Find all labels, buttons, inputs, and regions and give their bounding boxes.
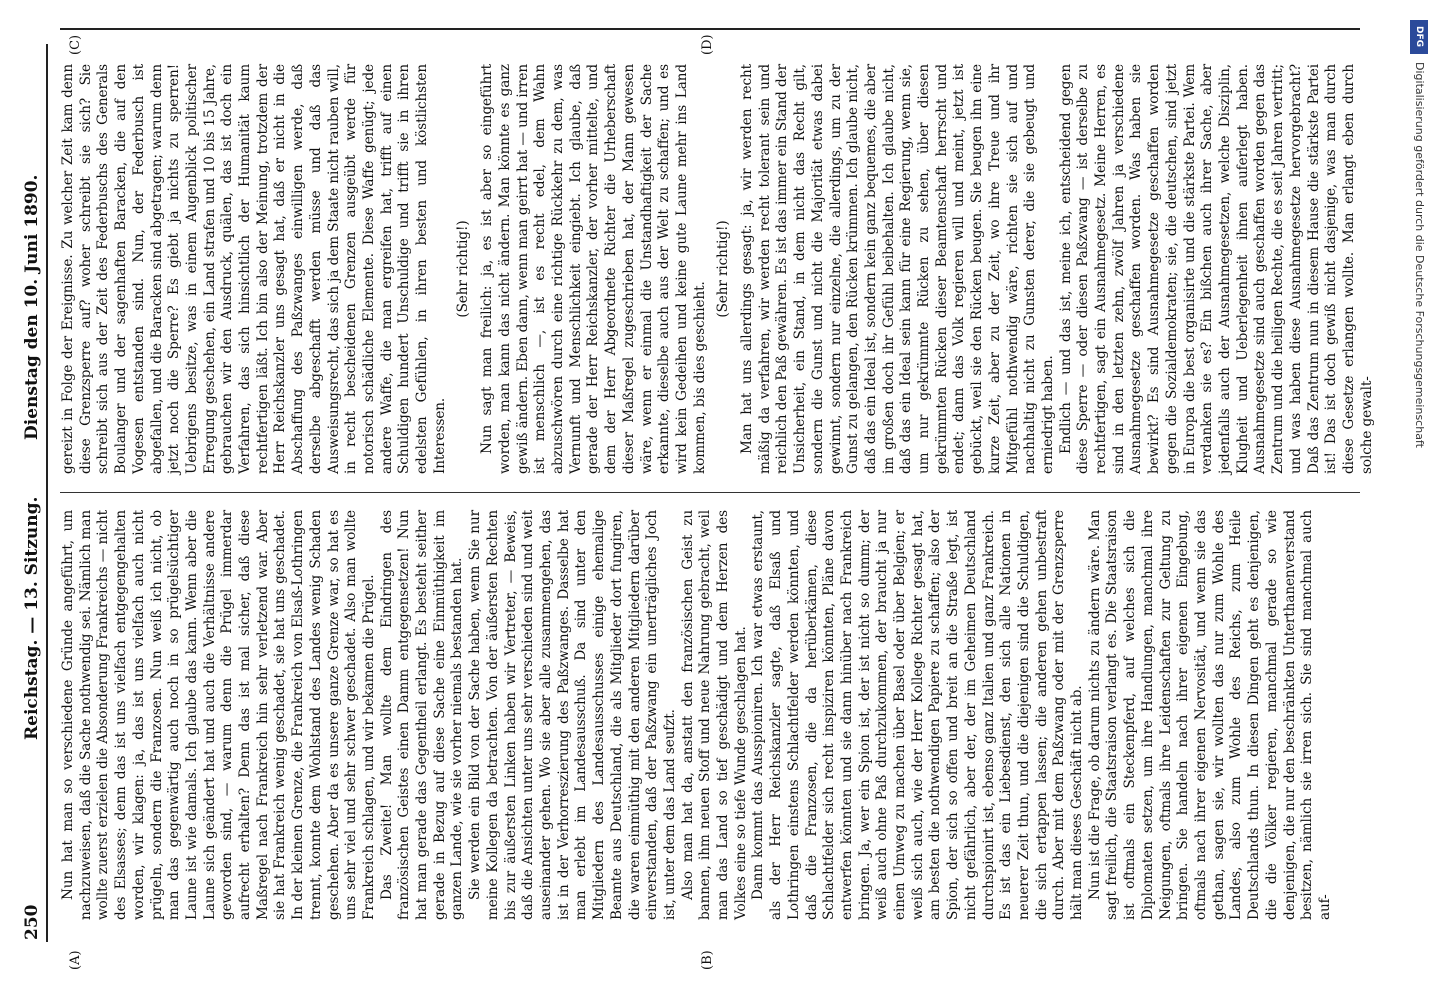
- left-column: [60, 510, 1370, 920]
- paragraph: Nun ist die Frage, ob darum nichts zu ändern wäre. Man sagt freilich, die Staatsraison verlangt es. Die Staatsraison ist oftmals ein Steckenpferd, auf welches sich die Diplomaten setzen, um ihre Handlungen, manchmal ihre Neigungen, oftmals ihre Leidenschaften zur Geltung zu bringen. Sie handeln nach ihrer eigenen Eingebung, oftmals nach ihrer eigenen Nervosität, und wenn sie das gethan, sagen sie, wir wollten das nur zum Wohle des Landes, also zum Wohle des Reichs, zum Heile Deutschlands thun. In diesen Dingen geht es denjenigen, die die Völker regieren, manchmal gerade so wie denjenigen, die nur den beschränkten Unterthanenverstand besitzen, nämlich sie irren sich. Sie sind manchmal auch auf-: [1086, 510, 1333, 920]
- margin-marker-b: (B): [700, 950, 715, 970]
- paragraph: Sie werden ein Bild von der Sache haben, wenn Sie nur meine Kollegen da betrachten. Von der äußersten Rechten bis zur äußersten Linken haben wir Vertreter, — Beweis, daß die Ansichten unter uns sehr verschieden sind und weit auseinander gehen. Wo sie aber alle zusammengehen, das ist in der Verhorreszierung des Paßzwanges. Dasselbe hat man erlebt im Landesausschuß. Da sind unter den Mitgliedern des Landesausschusses einige ehemalige Beamte aus Deutschland, die als Mitglieder dort fungiren, die waren einmüthig mit den anderen Mitgliedern darüber einverstanden, daß der Paßzwang ein unerträgliches Joch ist, unter dem das Land seufzt.: [467, 510, 678, 920]
- page-edge-rule: [60, 28, 1360, 30]
- digitization-credit-text: Digitalisierung gefördert durch die Deutsche Forschungsgemeinschaft: [1413, 62, 1426, 448]
- paragraph: gereizt in Folge der Ereignisse. Zu welcher Zeit kam denn diese Grenzsperre auf? woher schreibt sie sich? Sie schreibt sich aus der Zeit des Federbuschs des Generals Boulanger und der sagenhaften Baracken, die auf den Vogesen entstanden sind. Nun, der Federbusch ist abgefallen, und die Baracken sind abgetragen; warum denn jetzt noch die Sperre? Es giebt ja nichts zu sperren! Uebrigens besitze, was in einem Augenblick politischer Erregung geschehen, ein Land strafen und 10 bis 15 Jahre, gebrauchen wir den Ausdruck, quälen, das ist doch ein Verfahren, das sich hinsichtlich der Humanität kaum rechtfertigen läßt. Ich bin also der Meinung, trotzdem der Herr Reichskanzler uns gesagt hat, daß er nicht in die Abschaffung des Paßzwanges einwilligen werde, daß derselbe abgeschafft werden müsse und daß das Ausweisungsrecht, das sich ja dem Staate nicht rauben will, in recht bescheidenen Grenzen ausgeübt werde für notorisch schädliche Elemente. Diese Waffe genügt; jede andere Waffe, die man ergreifen hat, trifft auf einen Schuldigen hundert Unschuldige und trifft sie in ihren edelsten Gefühlen, in ihren besten und köstlichsten Interessen.: [60, 64, 448, 474]
- margin-marker-c: (C): [68, 34, 83, 55]
- column-divider: [60, 492, 1360, 493]
- page-number: 250: [22, 904, 42, 940]
- paragraph: Dann kommt das Ausspioniren. Ich war etwas erstaunt, als der Herr Reichskanzler sagte, daß Elsaß und Lothringen einstens Schlachtfelder werden könnten, und daß die Franzosen, die da herüberkämen, diese Schlachtfelder sich recht inspiziren könnten, Pläne davon entwerfen könnten und sie dann hinüber nach Frankreich bringen. Ja, wer ein Spion ist, der ist nicht so dumm; der weiß auch ohne Paß durchzukommen, der braucht ja nur einen Umweg zu machen über Basel oder über Belgien; er weiß sich auch, wie der Herr Kollege Richter gesagt hat, am besten die nothwendigen Papiere zu schaffen; also der Spion, der sich so offen und breit an die Straße legt, ist nicht gefährlich, aber der, der im Geheimen Deutschland durchspionirt ist, ebenso ganz Italien und ganz Frankreich. Es ist das ein Liebesdienst, den sich alle Nationen in neuerer Zeit thun, und die diejenigen sind die Schuldigen, die sich ertappen lassen; die anderen gehen unbestraft durch. Aber mit dem Paßzwang oder mit der Grenzsperre hält man dieses Geschäft nicht ab.: [750, 510, 1086, 920]
- paragraph: Man hat uns allerdings gesagt: ja, wir werden recht mäßig da verfahren, wir werden recht tolerant sein und reichlich den Paß gewähren. Es ist das immer ein Stand der Unsicherheit, ein Stand, in dem nicht das Recht gilt, sondern die Gunst und nicht die Majorität etwas dabei gewinnt, sondern nur einzelne, die allerdings, um zu der Gunst zu gelangen, den Rücken krümmen. Ich glaube nicht, daß das ein Ideal ist, sondern kein ganz bequemes, die aber im großen doch ihr Gefühl beibehalten. Ich glaube nicht, daß das ein Ideal sein kann für eine Regierung, wenn sie, um nur gekrümmte Rücken zu sehen, über diesen gekrümmten Rücken dieser Beamtenschaft herrscht und endet; dann das Volk regieren will und meint, jetzt ist gebückt, weil sie den Rücken beugen. Sie beugen ihn eine kurze Zeit, aber zu der Zeit, wo ihre Treue und ihr Mitgefühl nothwendig wäre, richten sie sich auf und nachhaltig nicht zu Gunsten derer, die sie gebeugt und erniedrigt haben.: [739, 64, 1056, 474]
- session-date: Dienstag den 10. Juni 1890.: [22, 174, 42, 440]
- digitization-credit: [1408, 18, 1430, 978]
- dfg-logo: DFG: [1410, 20, 1428, 54]
- interjection: (Sehr richtig!): [455, 220, 472, 318]
- header-rule: [46, 44, 48, 942]
- session-title: Reichstag. — 13. Sitzung.: [22, 496, 42, 740]
- paragraph: Nun hat man so verschiedene Gründe angeführt, um nachzuweisen, daß die Sache nothwendig sei. Nämlich man wollte zuerst erzielen die Absonderung Frankreichs — nicht des Elsasses; denn das ist uns vielfach entgegengehalten worden, wir klagen: ja, das ist uns vielfach auch nicht prügeln, sondern die Franzosen. Nun weiß ich nicht, ob man das gegenwärtig auch noch in so prügelsüchtiger Laune ist wie damals. Ich glaube das kann. Wenn aber die Laune sich geändert hat und auch die Verhältnisse andere geworden sind, — warum denn die Prügel immerdar aufrecht erhalten? Denn das ist mal sicher, daß diese Maßregel nach Frankreich hin sehr verletzend war. Aber sie hat Frankreich wenig geschadet, sie hat uns geschadet. In der kleinen Grenze, die Frankreich von Elsaß-Lothringen trennt, konnte dem Wohlstand des Landes wenig Schaden geschehen. Aber da es unsere ganze Grenze war, so hat es uns sehr viel und sehr schwer geschadet. Also man wollte Frankreich schlagen, und wir bekamen die Prügel.: [60, 510, 377, 920]
- margin-marker-a: (A): [68, 950, 83, 970]
- paragraph: Nun sagt man freilich: ja, es ist aber so eingeführt worden, man kann das nicht ändern. Man könnte es ganz gewiß ändern. Eben dann, wenn man geirrt hat — und irren ist menschlich —, ist es recht edel, dem Wahn abzuschwören durch eine richtige Rückkehr zu dem, was Vernunft und Menschlichkeit eingiebt. Ich glaube, daß gerade der Herr Reichskanzler, der vorher mittelte, und dem der Herr Abgeordnete Richter die Urheberschaft dieser Maßregel zugeschrieben hat, der Mann gewesen wäre, wenn er einmal die Unstandhaftigkeit der Sache erkannte, dieselbe auch aus der Welt zu schaffen; und es wird kein Gedeihen und keine gute Laune mehr ins Land kommen, bis dies geschieht.: [479, 64, 708, 474]
- paragraph: Das Zweite! Man wollte dem Eindringen des französischen Geistes einen Damm entgegensetzen! Nun hat man gerade das Gegentheil erlangt. Es besteht seither gerade in Bezug auf diese Sache eine Einmüthigkeit im ganzen Lande, wie sie vorher niemals bestanden hat.: [378, 510, 466, 920]
- dfg-credit-strip: [1408, 18, 1430, 978]
- margin-marker-d: (D): [700, 34, 715, 55]
- paragraph: Endlich — und das ist, meine ich, entscheidend gegen diese Sperre — oder diesen Paßzwang — ist derselbe zu rechtfertigen, sagt ein Ausnahmegesetz. Meine Herren, es sind in den letzten zehn, zwölf Jahren ja verschiedene Ausnahmegesetze geschaffen worden. Was haben sie bewirkt? Es sind Ausnahmegesetze geschaffen worden gegen die Sozialdemokraten; sie, die deutschen, sind jetzt in Europa die best organisirte und die stärkste Partei. Wem verdanken sie es? Ein bißchen auch ihrer Sache, aber jedenfalls auch der Ausnahmegesetzen, welche Disziplin, Klugheit und Ueberlegenheit ihnen auferlegt haben. Ausnahmegesetze sind auch geschaffen worden gegen das Zentrum und die heiligen Rechte, die es seit Jahren vertritt; und was haben diese Ausnahmegesetze hervorgebracht? Daß das Zentrum nun in diesem Hause die stärkste Partei ist! Das ist doch gewiß nicht dasjenige, was man durch diese Gesetze erlangen wollte. Man erlangt eben durch solche gewalt-: [1057, 64, 1375, 474]
- interjection: (Sehr richtig!): [715, 220, 732, 318]
- paragraph: Also man hat da, anstatt den französischen Geist zu bannen, ihm neuen Stoff und neue Nahrung gebracht, weil man das Land so tief geschädigt und dem Herzen des Volkes eine so tiefe Wunde geschlagen hat.: [679, 510, 749, 920]
- right-column: [60, 64, 1375, 474]
